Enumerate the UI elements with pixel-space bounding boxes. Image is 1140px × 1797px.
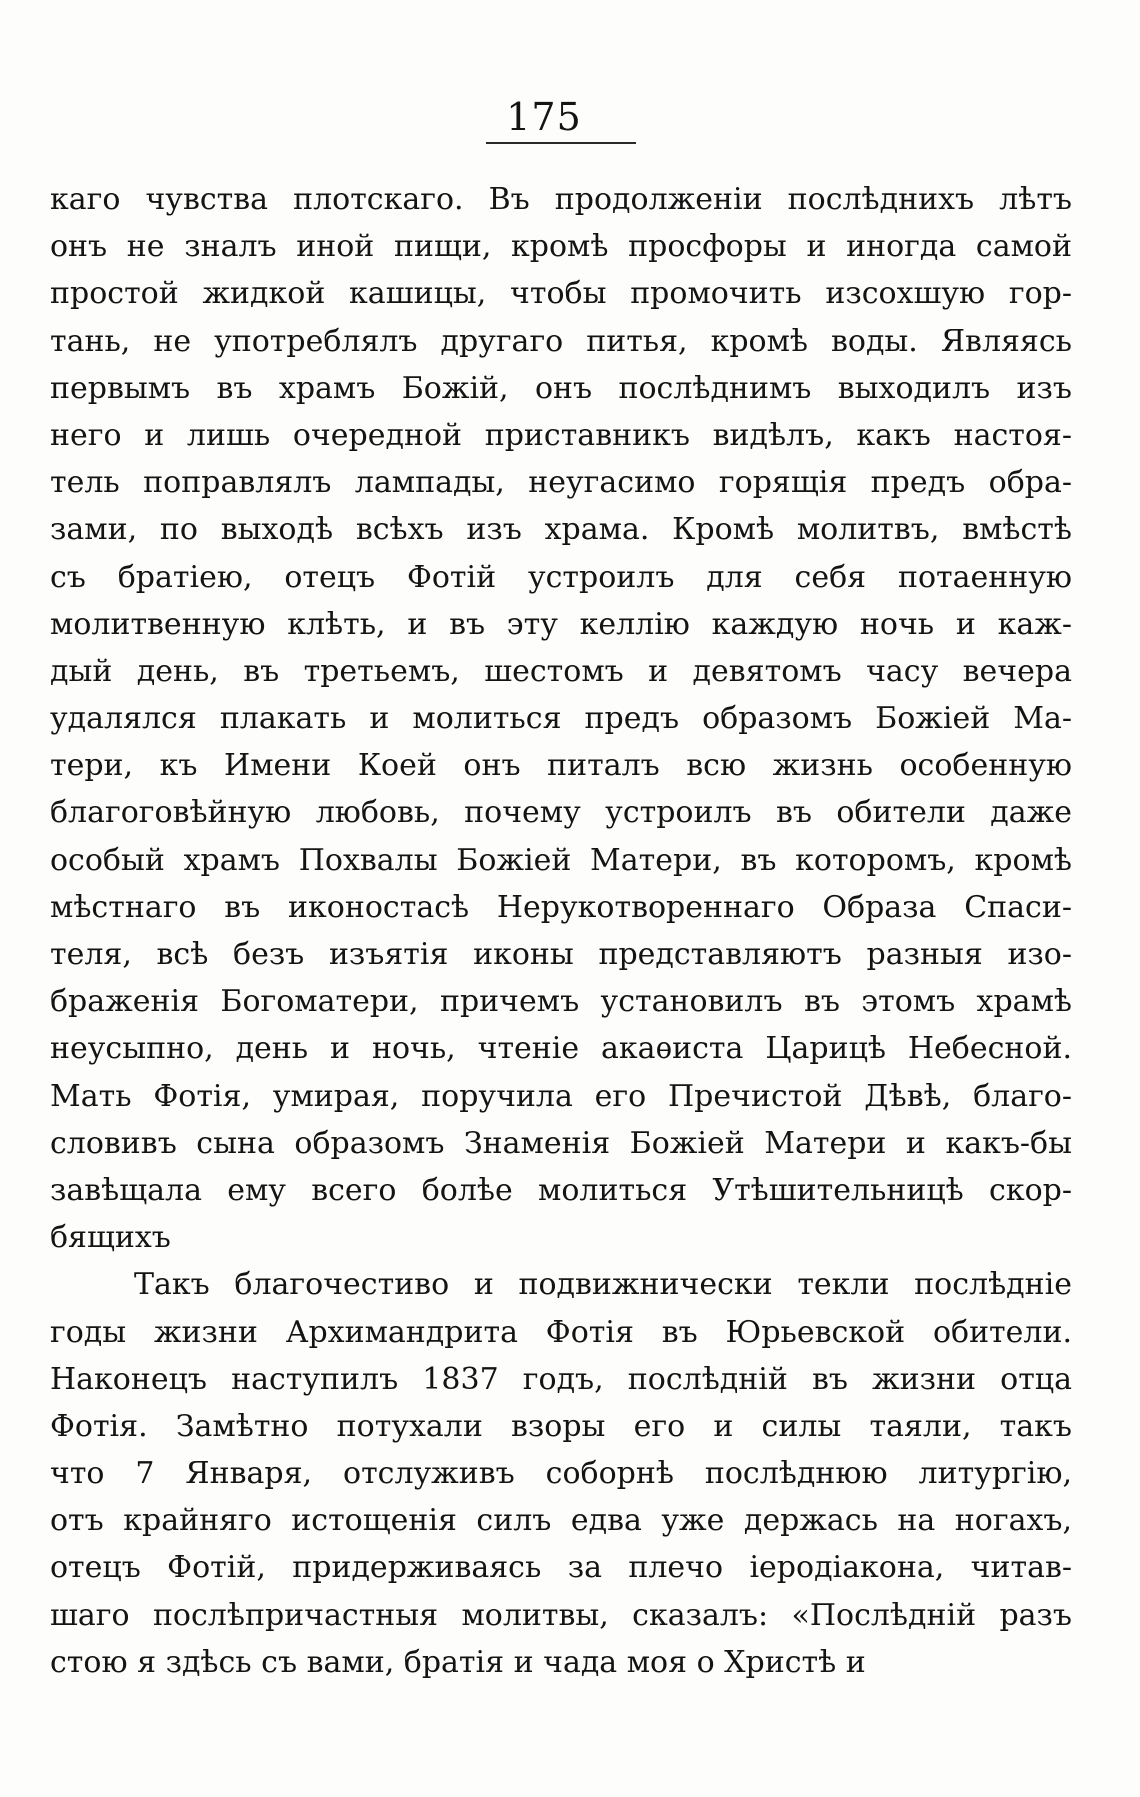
text-line: браженія Богоматери, причемъ установилъ въ этомъ храмѣ (50, 984, 1072, 1020)
paragraph (50, 176, 1072, 1261)
text-line: бящихъ (50, 1220, 171, 1256)
text-line: Наконецъ наступилъ 1837 годъ, послѣдній въ жизни отца (50, 1361, 1072, 1397)
text-line: зами, по выходѣ всѣхъ изъ храма. Кромѣ молитвъ, вмѣстѣ (50, 512, 1072, 548)
text-line: молитвенную клѣть, и въ эту келлію каждую ночь и каж- (50, 606, 1072, 642)
text-line: удалялся плакать и молиться предъ образомъ Божіей Ма- (50, 701, 1072, 737)
text-line: онъ не зналъ иной пищи, кромѣ просфоры и иногда самой (50, 229, 1072, 265)
text-line: него и лишь очередной приставникъ видѣлъ, какъ настоя- (50, 417, 1072, 453)
header-rule (486, 142, 636, 144)
text-line: особый храмъ Похвалы Божіей Матери, въ которомъ, кромѣ (50, 842, 1072, 878)
text-line: Мать Фотія, умирая, поручила его Пречистой Дѣвѣ, благо- (50, 1078, 1072, 1114)
text-line: благоговѣйную любовь, почему устроилъ въ обители даже (50, 795, 1072, 831)
text-line: Такъ благочестиво и подвижнически текли послѣдніе (134, 1267, 1072, 1303)
text-line: каго чувства плотскаго. Въ продолженіи послѣднихъ лѣтъ (50, 182, 1072, 217)
text-line: мѣстнаго въ иконостасѣ Нерукотвореннаго Образа Спаси- (50, 889, 1072, 925)
paragraph (50, 1261, 1072, 1686)
text-line: завѣщала ему всего болѣе молиться Утѣшительницѣ скор- (50, 1172, 1072, 1208)
text-line: тери, къ Имени Коей онъ питалъ всю жизнь особенную (50, 748, 1072, 784)
text-line: словивъ сына образомъ Знаменія Божіей Матери и какъ-бы (50, 1125, 1072, 1161)
text-line: годы жизни Архимандрита Фотія въ Юрьевской обители. (50, 1314, 1072, 1350)
page-number: 175 (506, 95, 582, 139)
text-line: тань, не употреблялъ другаго питья, кромѣ воды. Являясь (50, 323, 1072, 359)
text-line: неусыпно, день и ночь, чтеніе акаѳиста Царицѣ Небесной. (50, 1031, 1072, 1067)
text-line: первымъ въ храмъ Божій, онъ послѣднимъ выходилъ изъ (50, 370, 1072, 406)
text-line: что 7 Января, отслуживъ соборнѣ послѣднюю литургію, (50, 1456, 1072, 1492)
text-line: теля, всѣ безъ изъятія иконы представляютъ разныя изо- (50, 937, 1072, 972)
text-line: дый день, въ третьемъ, шестомъ и девятомъ часу вечера (50, 653, 1072, 689)
text-line: отецъ Фотій, придерживаясь за плечо іеродіакона, читав- (50, 1550, 1072, 1586)
text-line: отъ крайняго истощенія силъ едва уже держась на ногахъ, (50, 1503, 1072, 1539)
text-line: простой жидкой кашицы, чтобы промочить изсохшую гор- (50, 276, 1072, 312)
text-line: стою я здѣсь съ вами, братія и чада моя о Христѣ и (50, 1644, 866, 1680)
text-line: шаго послѣпричастныя молитвы, сказалъ: «Послѣдній разъ (50, 1597, 1072, 1633)
text-line: тель поправлялъ лампады, неугасимо горящія предъ обра- (50, 465, 1072, 501)
text-line: Фотія. Замѣтно потухали взоры его и силы таяли, такъ (50, 1408, 1072, 1444)
text-line: съ братіею, отецъ Фотій устроилъ для себя потаенную (50, 559, 1072, 595)
body-text (50, 176, 1072, 1686)
